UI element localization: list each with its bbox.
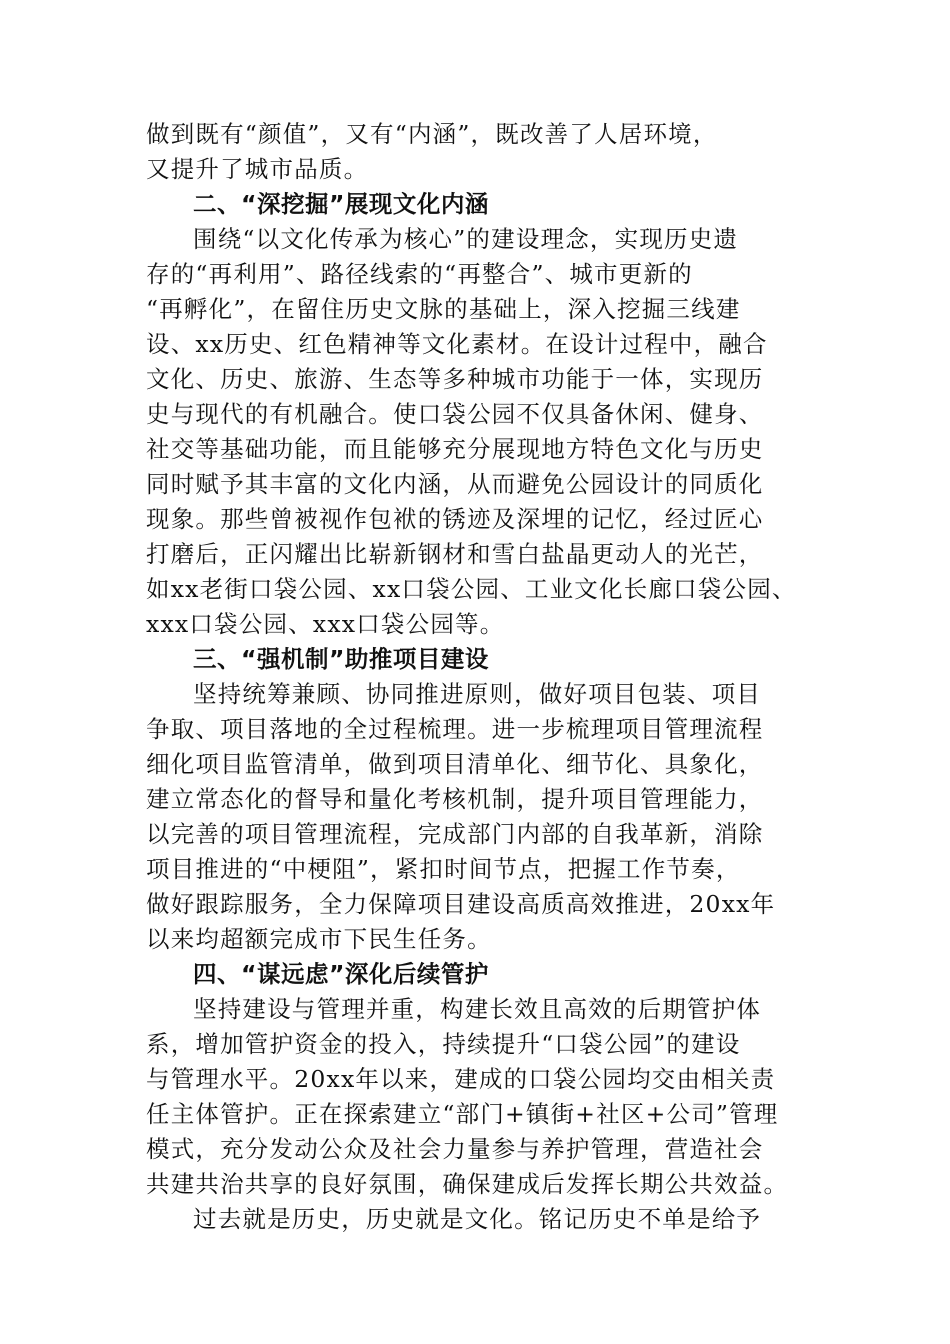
text-line: 现象。那些曾被视作包袱的锈迹及深埋的记忆，经过匠心 xyxy=(146,505,764,533)
text-line: 细化项目监管清单，做到项目清单化、细节化、具象化， xyxy=(146,750,764,778)
text-line: 存的“再利用”、路径线索的“再整合”、城市更新的 xyxy=(146,260,693,288)
text-line: 项目推进的“中梗阻”，紧扣时间节点，把握工作节奏， xyxy=(146,855,741,883)
text-line: 坚持建设与管理并重，构建长效且高效的后期管护体 xyxy=(193,995,762,1023)
section-heading: 二、“深挖掘”展现文化内涵 xyxy=(193,190,489,218)
text-line: 过去就是历史，历史就是文化。铭记历史不单是给予 xyxy=(193,1205,762,1233)
text-line: 做好跟踪服务，全力保障项目建设高质高效推进，20xx年 xyxy=(146,890,776,918)
text-line: 模式，充分发动公众及社会力量参与养护管理，营造社会 xyxy=(146,1135,764,1163)
text-line: 争取、项目落地的全过程梳理。进一步梳理项目管理流程 xyxy=(146,715,764,743)
text-line: 系，增加管护资金的投入，持续提升“口袋公园”的建设 xyxy=(146,1030,741,1058)
text-line: 史与现代的有机融合。使口袋公园不仅具备休闲、健身、 xyxy=(146,400,764,428)
text-line: 设、xx历史、红色精神等文化素材。在设计过程中，融合 xyxy=(146,330,768,358)
text-line: 做到既有“颜值”，又有“内涵”，既改善了人居环境， xyxy=(146,120,718,148)
text-line: 又提升了城市品质。 xyxy=(146,155,369,183)
section-heading: 三、“强机制”助推项目建设 xyxy=(193,645,489,673)
text-line: 建立常态化的督导和量化考核机制，提升项目管理能力， xyxy=(146,785,764,813)
section-heading: 四、“谋远虑”深化后续管护 xyxy=(193,960,489,988)
text-line: 如xx老街口袋公园、xx口袋公园、工业文化长廊口袋公园、 xyxy=(146,575,797,603)
text-line: 以完善的项目管理流程，完成部门内部的自我革新，消除 xyxy=(146,820,764,848)
text-line: 文化、历史、旅游、生态等多种城市功能于一体，实现历 xyxy=(146,365,764,393)
text-line: 以来均超额完成市下民生任务。 xyxy=(146,925,492,953)
text-line: 社交等基础功能，而且能够充分展现地方特色文化与历史 xyxy=(146,435,764,463)
text-line: 共建共治共享的良好氛围，确保建成后发挥长期公共效益。 xyxy=(146,1170,789,1198)
text-line: 与管理水平。20xx年以来，建成的口袋公园均交由相关责 xyxy=(146,1065,776,1093)
text-line: 坚持统筹兼顾、协同推进原则，做好项目包装、项目 xyxy=(193,680,762,708)
text-line: 打磨后，正闪耀出比崭新钢材和雪白盐晶更动人的光芒， xyxy=(146,540,764,568)
text-line: 同时赋予其丰富的文化内涵，从而避免公园设计的同质化 xyxy=(146,470,764,498)
text-line: 围绕“以文化传承为核心”的建设理念，实现历史遗 xyxy=(193,225,739,253)
text-line: xxx口袋公园、xxx口袋公园等。 xyxy=(146,610,505,638)
text-line: “再孵化”，在留住历史文脉的基础上，深入挖掘三线建 xyxy=(146,295,741,323)
document-body xyxy=(146,117,826,1237)
text-line: 任主体管护。正在探索建立“部门+镇街+社区+公司”管理 xyxy=(146,1100,779,1128)
